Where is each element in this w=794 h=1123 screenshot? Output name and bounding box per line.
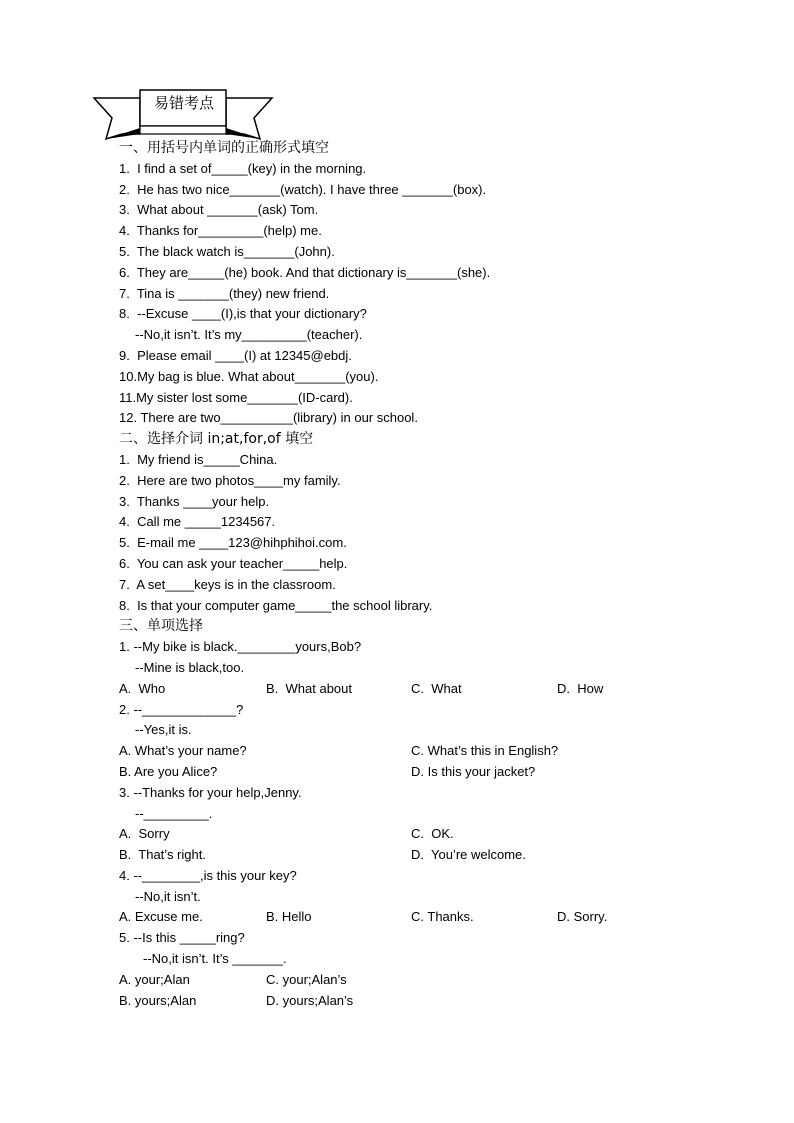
options-row [119,824,759,845]
option-b: B. Are you Alice? [119,763,218,779]
question-stem: 4. --________,is this your key? [119,867,297,883]
part2-item: 7. A set____keys is in the classroom. [119,576,336,592]
part3-heading: 三、单项选择 [119,618,203,635]
part1-item: 6. They are_____(he) book. And that dictionary is_______(she). [119,264,491,280]
options-row [119,845,759,866]
part1-item: 3. What about _______(ask) Tom. [119,202,319,218]
question-reply: --Mine is black,too. [135,659,245,675]
option-d: D. yours;Alan’s [266,992,354,1008]
part2-item: 1. My friend is_____China. [119,451,278,467]
option-c: C. Thanks. [411,909,474,925]
part1-item: 1. I find a set of_____(key) in the morning. [119,160,367,176]
part1-item-reply: --No,it isn’t. It’s my_________(teacher). [135,327,363,343]
part1-item: 2. He has two nice_______(watch). I have three _______(box). [119,181,487,197]
question-stem: 3. --Thanks for your help,Jenny. [119,784,302,800]
part1-item: 10.My bag is blue. What about_______(you). [119,368,379,384]
option-a: A. Sorry [119,826,170,842]
question-reply: --Yes,it is. [135,722,192,738]
part2-item: 2. Here are two photos____my family. [119,472,341,488]
question-reply: --No,it isn’t. It’s _______. [143,951,287,967]
option-b: B. yours;Alan [119,992,197,1008]
options-row [119,679,759,700]
part2-heading: 二、选择介词 in;at,for,of 填空 [119,431,314,448]
option-a: A. Excuse me. [119,909,203,925]
option-b: B. What about [266,680,352,696]
option-a: A. Who [119,680,166,696]
part1-item: 5. The black watch is_______(John). [119,243,335,259]
question-reply: --No,it isn’t. [135,888,201,904]
options-row [119,991,759,1012]
option-b: B. That’s right. [119,847,206,863]
part1-item: 12. There are two__________(library) in our school. [119,410,418,426]
option-d: D. You’re welcome. [411,847,526,863]
part2-item: 3. Thanks ____your help. [119,493,270,509]
option-c: C. your;Alan’s [266,971,347,987]
options-row [119,762,759,783]
part1-item: 7. Tina is _______(they) new friend. [119,285,330,301]
question-stem: 2. --_____________? [119,701,244,717]
option-d: D. How [557,680,604,696]
part1-item: 8. --Excuse ____(I),is that your dictionary? [119,306,367,322]
part1-item: 9. Please email ____(I) at 12345@ebdj. [119,347,352,363]
option-c: C. What [411,680,462,696]
question-stem: 5. --Is this _____ring? [119,930,245,946]
option-a: A. your;Alan [119,971,190,987]
question-stem: 1. --My bike is black.________yours,Bob? [119,639,362,655]
part1-item: 11.My sister lost some_______(ID-card). [119,389,353,405]
banner-title: 易错考点 [153,94,214,112]
part2-item: 4. Call me _____1234567. [119,514,276,530]
part1-item: 4. Thanks for_________(help) me. [119,223,322,239]
option-c: C. OK. [411,826,454,842]
worksheet-content [119,138,759,1011]
options-row [119,970,759,991]
part1-heading: 一、用括号内单词的正确形式填空 [119,140,329,156]
option-b: B. Hello [266,909,312,925]
part2-item: 5. E-mail me ____123@hihphihoi.com. [119,535,347,551]
option-a: A. What’s your name? [119,743,247,759]
options-row [119,907,759,928]
option-c: C. What’s this in English? [411,743,559,759]
part2-item: 6. You can ask your teacher_____help. [119,555,348,571]
option-d: D. Is this your jacket? [411,763,536,779]
options-row [119,741,759,762]
part2-item: 8. Is that your computer game_____the school library. [119,597,433,613]
option-d: D. Sorry. [557,909,608,925]
question-reply: --_________. [135,805,213,821]
